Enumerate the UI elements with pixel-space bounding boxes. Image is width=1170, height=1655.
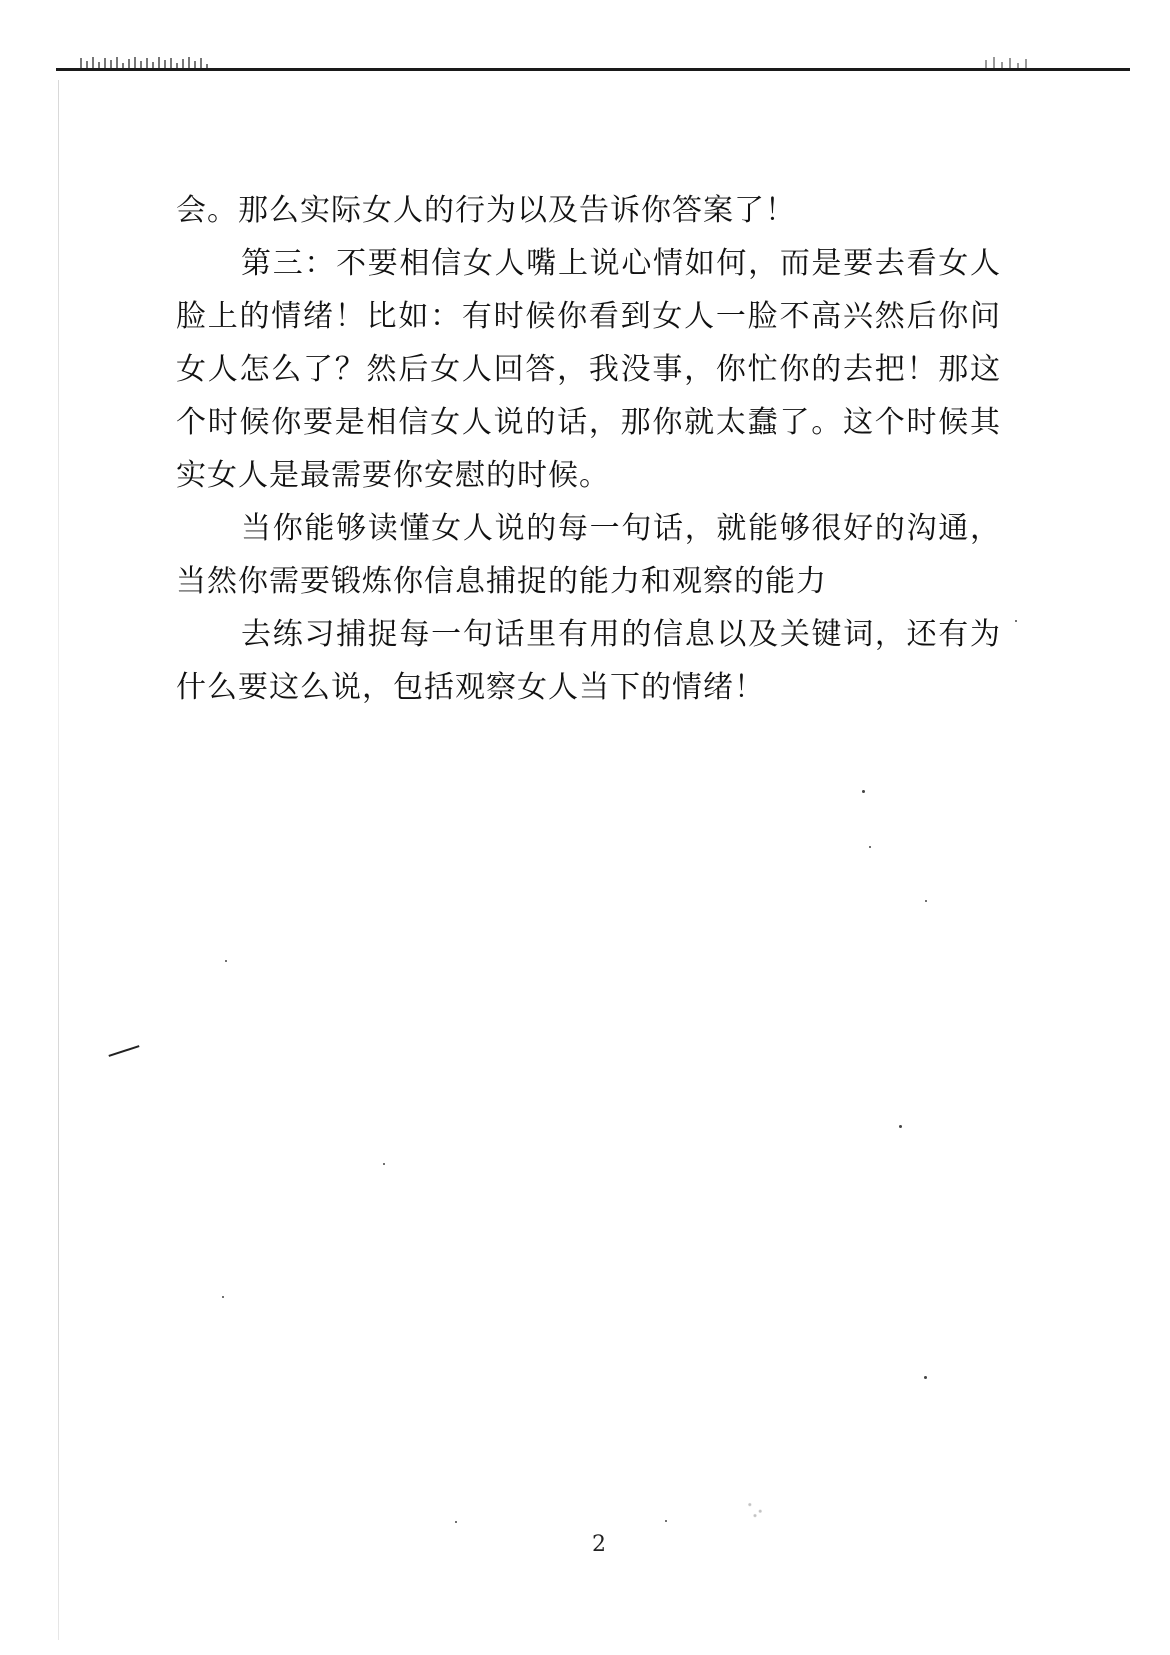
page-number: 2	[592, 1532, 606, 1557]
paragraph-3: 当你能够读懂女人说的每一句话，就能够很好的沟通，当然你需要锻炼你信息捕捉的能力和观察的能力	[176, 511, 1001, 599]
scan-speck	[455, 1521, 457, 1523]
paragraph-1: 会。那么实际女人的行为以及告诉你答案了！	[176, 193, 796, 228]
paragraph-4: 去练习捕捉每一句话里有用的信息以及关键词，还有为什么要这么说，包括观察女人当下的情绪！	[176, 617, 1001, 705]
page-edge-shadow	[58, 80, 59, 1640]
header-rule	[56, 68, 1130, 71]
scan-speck	[383, 1163, 385, 1165]
scan-smudge	[742, 1498, 768, 1520]
scan-speck	[924, 1376, 927, 1379]
scan-speck	[869, 846, 871, 848]
scan-speck	[665, 1520, 667, 1522]
header-running-marks	[80, 56, 270, 68]
scan-pen-mark	[108, 1045, 139, 1057]
scan-speck	[925, 900, 927, 902]
scan-speck	[899, 1125, 902, 1128]
scan-speck	[1015, 620, 1017, 622]
body-text	[176, 184, 1001, 714]
scan-speck	[225, 960, 227, 962]
paragraph-2: 第三：不要相信女人嘴上说心情如何，而是要去看女人脸上的情绪！比如：有时候你看到女人一脸不高兴然后你问女人怎么了？然后女人回答，我没事，你忙你的去把！那这个时候你要是相信女人说的话，那你就太蠢了。这个时候其实女人是最需要你安慰的时候。	[176, 246, 1001, 493]
scan-speck	[862, 790, 865, 793]
scan-speck	[222, 1296, 224, 1298]
header-running-marks-right	[985, 56, 1065, 68]
